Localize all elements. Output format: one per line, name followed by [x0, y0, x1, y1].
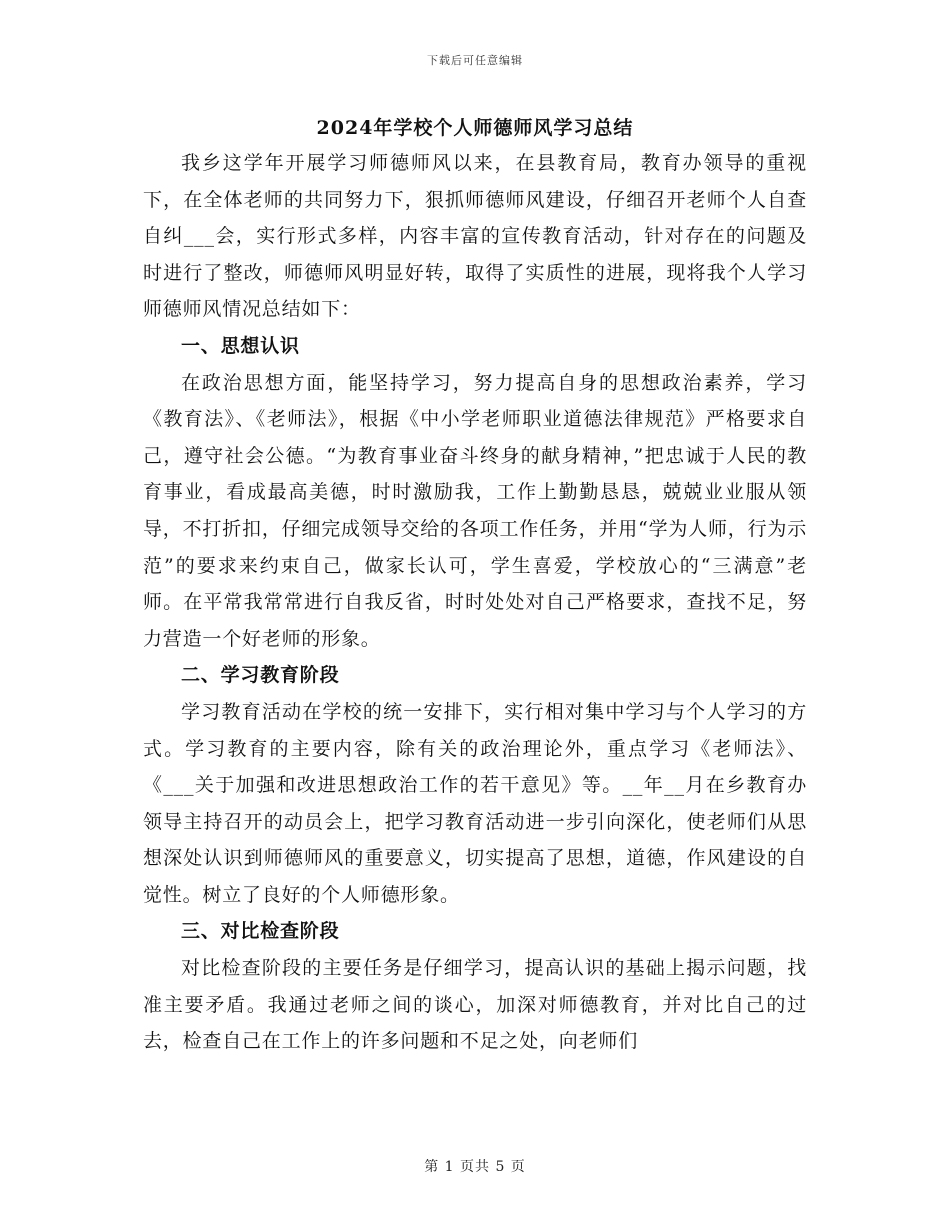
section-heading-review: 三、对比检查阶段	[181, 920, 340, 943]
thinking-paragraph: 在政治思想方面，能坚持学习，努力提高自身的思想政治素养，学习《教育法》、《老师法》，根据《中小学老师职业道德法律规范》严格要求自己，遵守社会公德。“为教育事业奋斗终身的献身精神，”把忠诚于人民的教育事业，看成最高美德，时时激励我，工作上勤勤恳恳，兢兢业业服从领导，不打折扣，仔细完成领导交给的各项工作任务，并用“学为人师，行为示范”的要求来约束自己，做家长认可，学生喜爱，学校放心的“三满意”老师。在平常我常常进行自我反省，时时处处对自己严格要求，查找不足，努力营造一个好老师的形象。	[143, 371, 807, 650]
review-paragraph: 对比检查阶段的主要任务是仔细学习，提高认识的基础上揭示问题，找准主要矛盾。我通过老师之间的谈心，加深对师德教育，并对比自己的过去，检查自己在工作上的许多问题和不足之处，向老师们	[143, 957, 807, 1053]
document-title: 2024年学校个人师德师风学习总结	[316, 117, 634, 139]
intro-paragraph: 我乡这学年开展学习师德师风以来，在县教育局，教育办领导的重视下，在全体老师的共同努力下，狠抓师德师风建设，仔细召开老师个人自查自纠___会，实行形式多样，内容丰富的宣传教育活动，针对存在的问题及时进行了整改，师德师风明显好转，取得了实质性的进展，现将我个人学习师德师风情况总结如下：	[143, 152, 807, 321]
section-heading-thinking: 一、思想认识	[181, 334, 300, 357]
page-number: 第 1 页共 5 页	[424, 1159, 526, 1175]
header-note: 下载后可任意编辑	[427, 54, 523, 67]
section-heading-study: 二、学习教育阶段	[181, 664, 340, 687]
study-paragraph: 学习教育活动在学校的统一安排下，实行相对集中学习与个人学习的方式。学习教育的主要内容，除有关的政治理论外，重点学习《老师法》、《___关于加强和改进思想政治工作的若干意见》等。__年__月在乡教育办领导主持召开的动员会上，把学习教育活动进一步引向深化，使老师们从思想深处认识到师德师风的重要意义，切实提高了思想，道德，作风建设的自觉性。树立了良好的个人师德形象。	[143, 700, 807, 906]
document-body	[143, 145, 807, 1060]
